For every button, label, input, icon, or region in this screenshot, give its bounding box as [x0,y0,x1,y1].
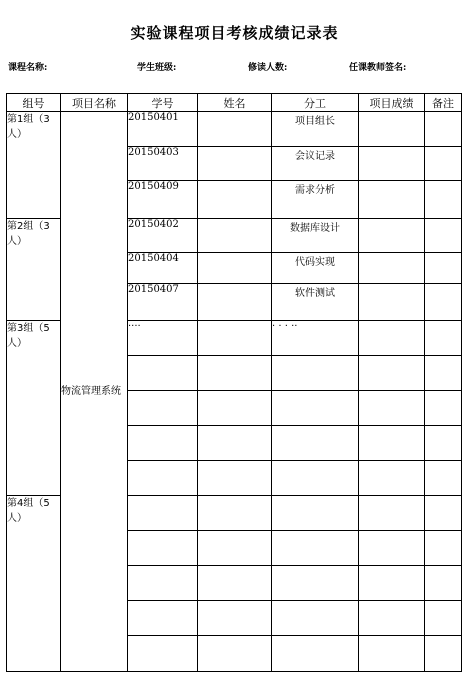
score-cell[interactable] [359,531,425,566]
score-cell[interactable] [359,147,425,181]
student-id-cell[interactable] [128,461,198,496]
role-cell[interactable] [272,461,359,496]
student-id-cell: 20150403 [128,147,198,181]
remarks-cell[interactable] [425,426,462,461]
role-cell[interactable] [272,496,359,531]
group-cell: 第1组（3人） [7,112,61,219]
remarks-cell[interactable] [425,112,462,147]
col-header-score: 项目成绩 [359,94,425,112]
remarks-cell[interactable] [425,356,462,391]
name-cell[interactable] [198,219,272,253]
student-id-cell[interactable] [128,426,198,461]
remarks-cell[interactable] [425,181,462,219]
name-cell[interactable] [198,496,272,531]
score-cell[interactable] [359,356,425,391]
name-cell[interactable] [198,112,272,147]
col-header-role: 分工 [272,94,359,112]
role-cell: 代码实现 [272,253,359,284]
name-cell[interactable] [198,181,272,219]
role-cell[interactable] [272,636,359,672]
name-cell[interactable] [198,253,272,284]
student-id-cell[interactable] [128,566,198,601]
header-row [7,94,462,112]
name-cell[interactable] [198,566,272,601]
name-cell[interactable] [198,531,272,566]
role-cell[interactable] [272,566,359,601]
score-cell[interactable] [359,219,425,253]
role-cell[interactable] [272,426,359,461]
group-cell: 第3组（5人） [7,321,61,496]
score-cell[interactable] [359,566,425,601]
name-cell[interactable] [198,426,272,461]
remarks-cell[interactable] [425,601,462,636]
score-cell[interactable] [359,321,425,356]
remarks-cell[interactable] [425,566,462,601]
score-cell[interactable] [359,461,425,496]
score-cell[interactable] [359,253,425,284]
col-header-name: 姓名 [198,94,272,112]
remarks-cell[interactable] [425,496,462,531]
student-id-cell[interactable] [128,496,198,531]
remarks-cell[interactable] [425,531,462,566]
project-name-cell: 物流管理系统 [61,112,128,672]
student-id-cell: 20150404 [128,253,198,284]
student-id-cell: 20150407 [128,284,198,321]
grade-table [6,93,462,672]
student-id-cell: 20150401 [128,112,198,147]
name-cell[interactable] [198,147,272,181]
enrolled-count-label: 修读人数: [248,63,288,73]
student-id-cell[interactable] [128,356,198,391]
col-header-remarks: 备注 [425,94,462,112]
page-title: 实验课程项目考核成绩记录表 [130,24,339,42]
score-cell[interactable] [359,391,425,426]
student-id-cell: ···· [128,321,198,356]
name-cell[interactable] [198,601,272,636]
student-id-cell: 20150409 [128,181,198,219]
remarks-cell[interactable] [425,391,462,426]
role-cell[interactable] [272,531,359,566]
name-cell[interactable] [198,321,272,356]
name-cell[interactable] [198,636,272,672]
student-id-cell[interactable] [128,391,198,426]
table-row [7,112,462,147]
teacher-signature-label: 任课教师签名: [349,63,407,73]
student-id-cell: 20150402 [128,219,198,253]
name-cell[interactable] [198,461,272,496]
name-cell[interactable] [198,356,272,391]
group-cell: 第4组（5人） [7,496,61,672]
remarks-cell[interactable] [425,253,462,284]
remarks-cell[interactable] [425,461,462,496]
role-cell: 需求分析 [272,181,359,219]
role-cell: 会议记录 [272,147,359,181]
col-header-student-id: 学号 [128,94,198,112]
remarks-cell[interactable] [425,636,462,672]
group-cell: 第2组（3人） [7,219,61,321]
col-header-project: 项目名称 [61,94,128,112]
score-cell[interactable] [359,112,425,147]
role-cell: 数据库设计 [272,219,359,253]
role-cell: 软件测试 [272,284,359,321]
student-id-cell[interactable] [128,601,198,636]
remarks-cell[interactable] [425,321,462,356]
course-name-label: 课程名称: [8,63,48,73]
score-cell[interactable] [359,181,425,219]
col-header-group: 组号 [7,94,61,112]
score-cell[interactable] [359,426,425,461]
student-id-cell[interactable] [128,531,198,566]
remarks-cell[interactable] [425,219,462,253]
role-cell: · · · ·· [272,321,359,356]
role-cell[interactable] [272,391,359,426]
remarks-cell[interactable] [425,284,462,321]
score-cell[interactable] [359,636,425,672]
score-cell[interactable] [359,284,425,321]
role-cell[interactable] [272,356,359,391]
score-cell[interactable] [359,601,425,636]
name-cell[interactable] [198,284,272,321]
role-cell: 项目组长 [272,112,359,147]
score-cell[interactable] [359,496,425,531]
role-cell[interactable] [272,601,359,636]
name-cell[interactable] [198,391,272,426]
remarks-cell[interactable] [425,147,462,181]
student-id-cell[interactable] [128,636,198,672]
student-class-label: 学生班级: [137,63,177,73]
